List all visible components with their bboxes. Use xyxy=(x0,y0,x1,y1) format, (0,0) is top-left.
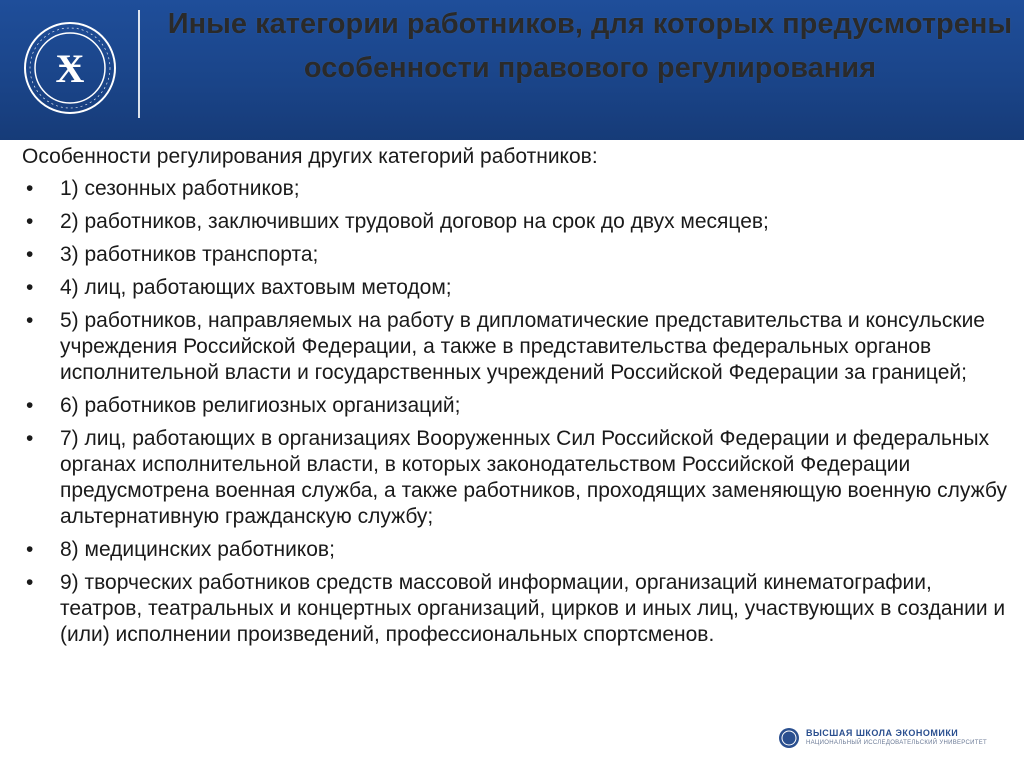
list-item: • 3) работников транспорта; xyxy=(22,242,1016,268)
list-item: • 2) работников, заключивших трудовой договор на срок до двух месяцев; xyxy=(22,209,1016,235)
list-item: • 1) сезонных работников; xyxy=(22,176,1016,202)
slide-title: Иные категории работников, для которых предусмотрены особенности правового регулирования xyxy=(167,8,1013,84)
header-divider xyxy=(138,10,140,118)
hse-logo-icon xyxy=(22,20,118,116)
footer-logo xyxy=(778,724,1018,752)
slide-header xyxy=(0,0,1024,140)
svg-text:Ӿ: Ӿ xyxy=(55,46,85,91)
list-item: • 7) лиц, работающих в организациях Вооруженных Сил Российской Федерации и федеральных органах исполнительной власти, в которых законодательством Российской Федерации предусмотрена военная служба, а также работников, проходящих заменяющую военную службу альтернативную гражданскую службу; xyxy=(22,426,1016,530)
content-intro: Особенности регулирования других категорий работников: xyxy=(22,145,598,168)
list-item: • 6) работников религиозных организаций; xyxy=(22,393,1016,419)
footer-line-2: НАЦИОНАЛЬНЫЙ ИССЛЕДОВАТЕЛЬСКИЙ УНИВЕРСИТЕТ xyxy=(806,740,988,746)
hse-emblem-icon xyxy=(778,727,800,749)
slide-content xyxy=(22,144,1016,655)
list-item: • 5) работников, направляемых на работу в дипломатические представительства и консульские учреждения Российской Федерации, а также в представительства федеральных органов исполнительной власти и государственных учреждений Российской Федерации за границей; xyxy=(22,308,1016,386)
list-item: • 4) лиц, работающих вахтовым методом; xyxy=(22,275,1016,301)
footer-line-1: ВЫСШАЯ ШКОЛА ЭКОНОМИКИ xyxy=(806,728,959,738)
list-item: • 8) медицинских работников; xyxy=(22,537,1016,563)
list-item: • 9) творческих работников средств массовой информации, организаций кинематографии, театров, театральных и концертных организаций, цирков и иных лиц, участвующих в создании и (или) исполнении произведений, профессиональных спортсменов. xyxy=(22,570,1016,648)
category-list xyxy=(22,176,1016,648)
